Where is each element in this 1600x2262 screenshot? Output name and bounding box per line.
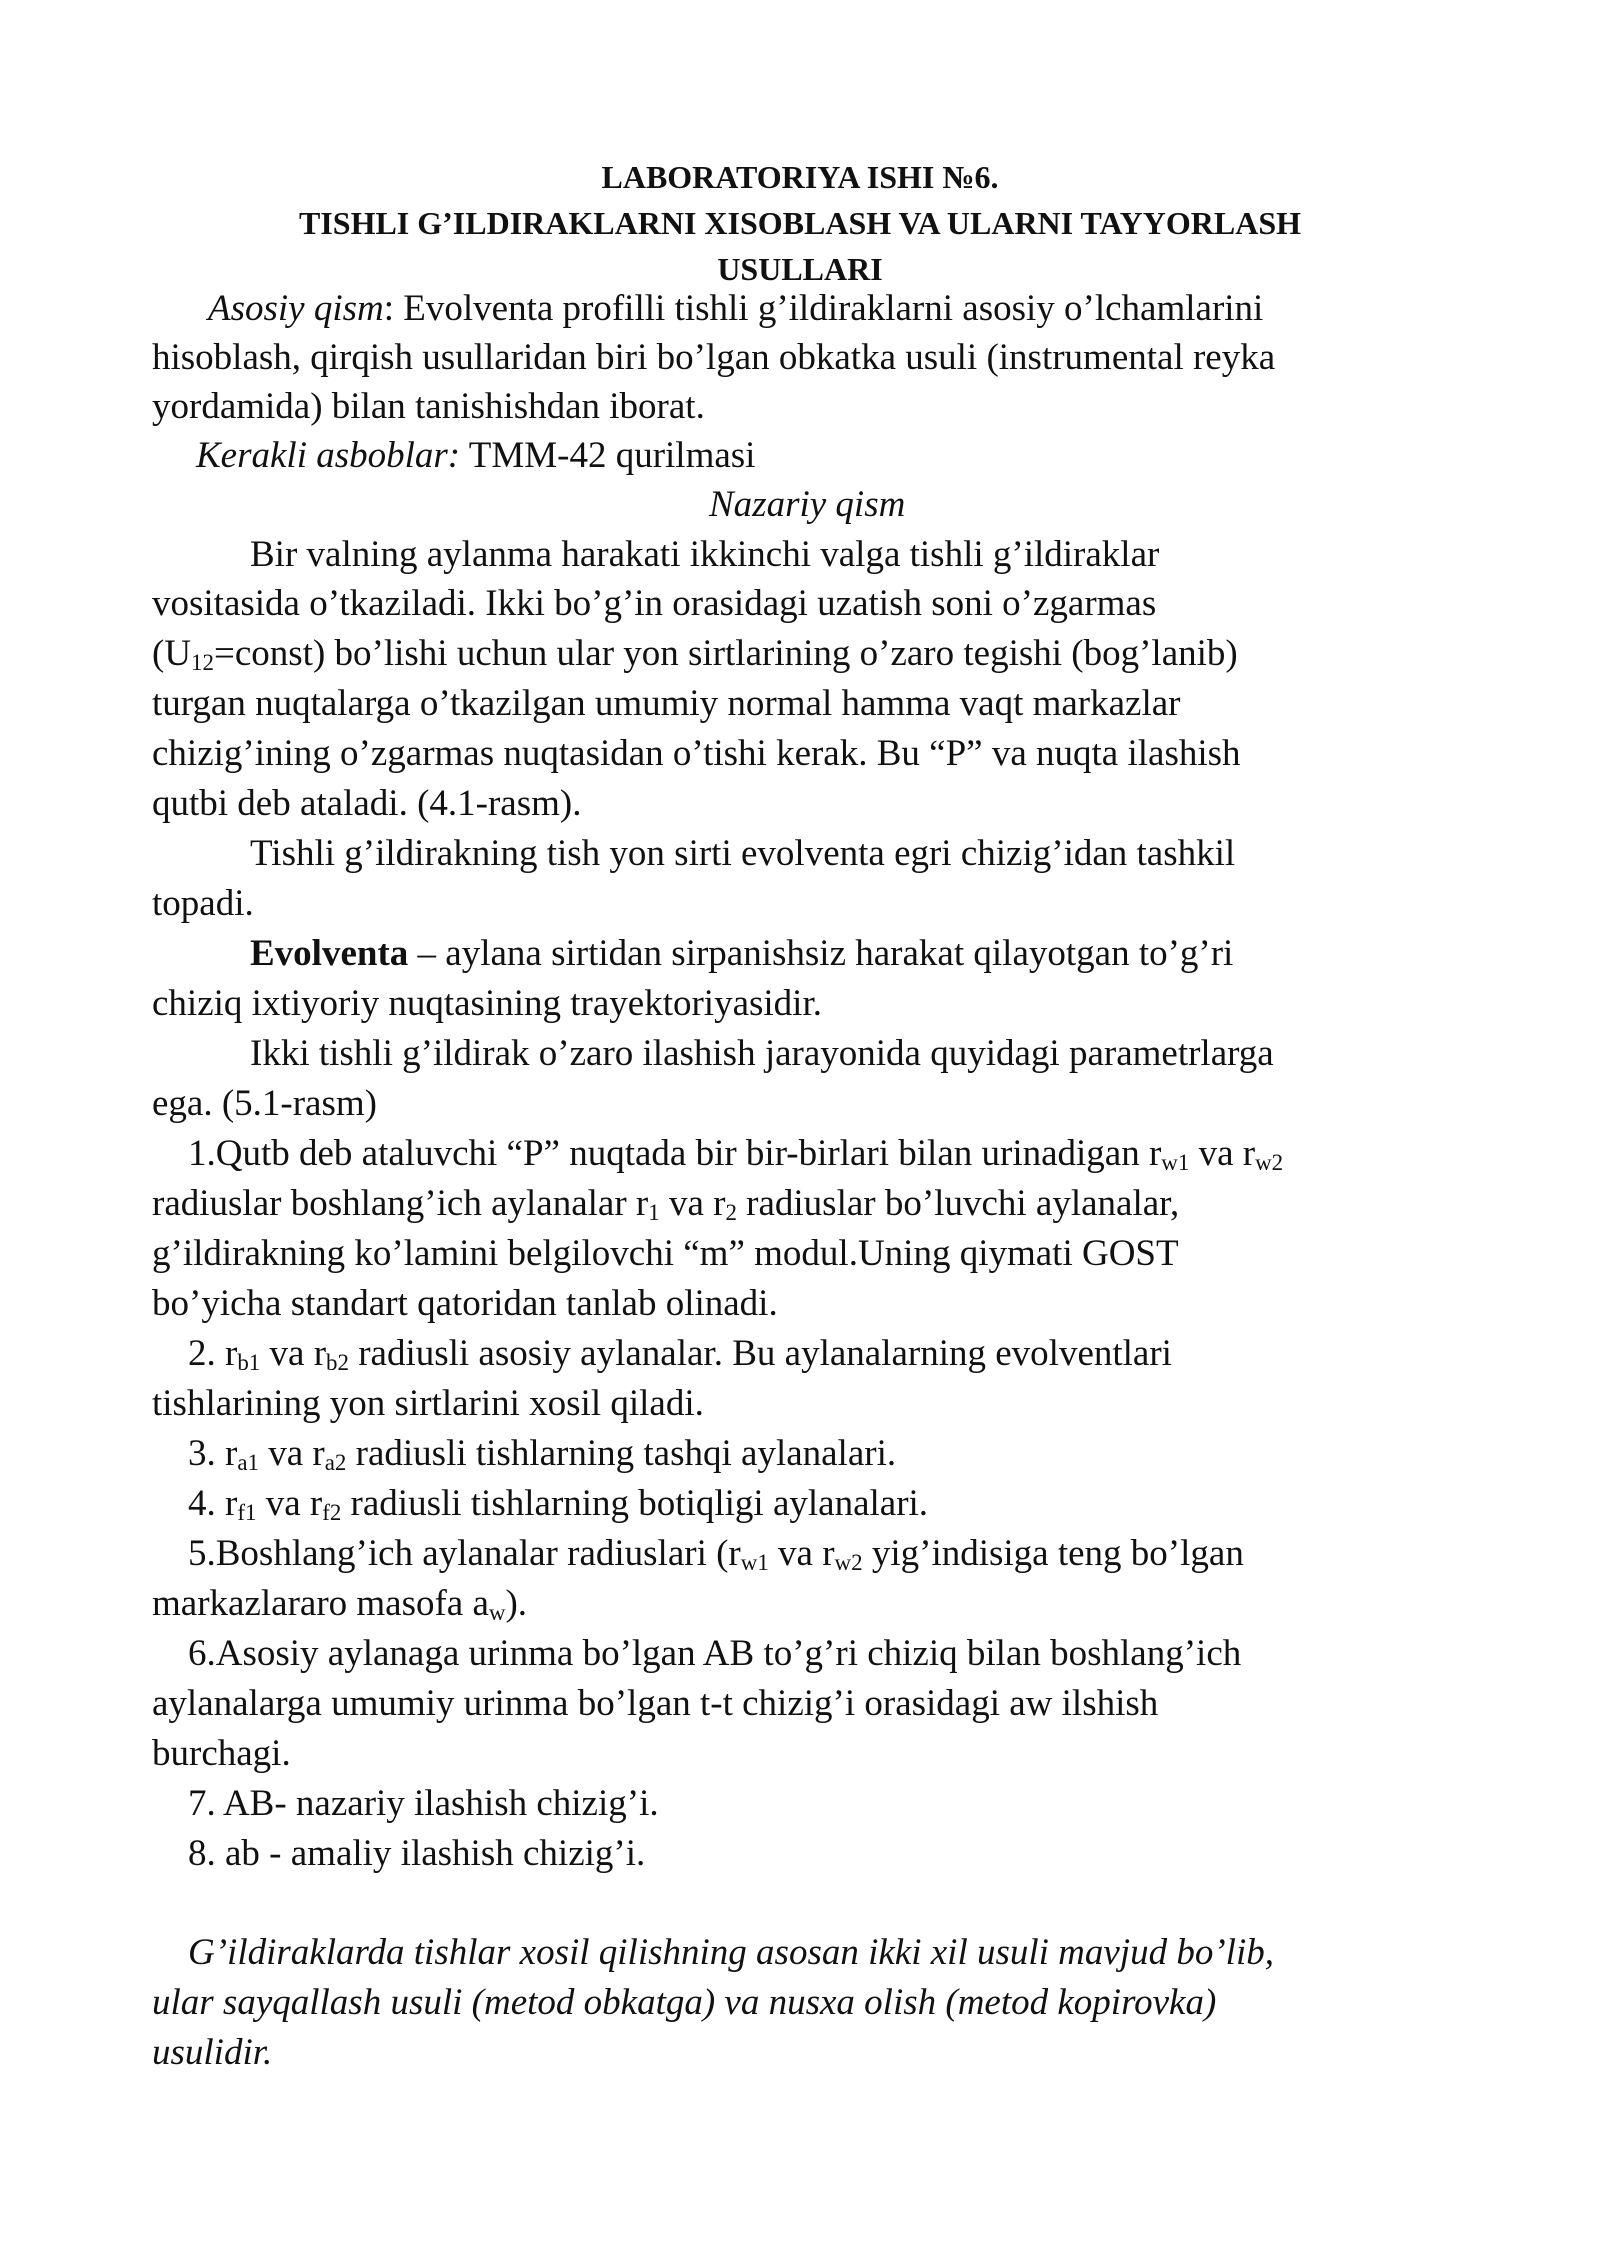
item-2-line-1: 2. $r_{b1}$ va $r_{b2}$ radiusli asosiy aylanalar. Bu aylanalarning evolventlari — [188, 1333, 1172, 1376]
evolventa-term: Evolventa — [250, 933, 409, 974]
p4-line-1: Ikki tishli g’ildirak o’zaro ilashish jarayonida quyidagi parametrlarga — [250, 1033, 1274, 1074]
closing-line-1: G’ildiraklarda tishlar xosil qilishning asosan ikki xil usuli mavjud bo’lib, — [188, 1932, 1274, 1973]
p2-line-1: Tishli g’ildirakning tish yon sirti evolventa egri chizig’idan tashkil — [250, 833, 1236, 874]
asosiy-line-3: yordamida) bilan tanishishdan iborat. — [152, 386, 705, 427]
item-1-line-4: bo’yicha standart qatoridan tanlab olinadi. — [152, 1283, 778, 1324]
closing-line-3: usulidir. — [152, 2032, 273, 2073]
item-1-line-1: 1.Qutb deb ataluvchi “P” nuqtada bir bir-birlari bilan urinadigan $r_{w1}$ va $r_{w2}$ — [188, 1133, 1284, 1176]
heading-line-1: LABORATORIYA ISHI №6. — [601, 159, 999, 195]
closing-line-2: ular sayqallash usuli (metod obkatga) va nusxa olish (metod kopirovka) — [152, 1982, 1217, 2023]
item-1-line-2: radiuslar boshlang’ich aylanalar $r_1$ va $r_2$ radiuslar bo’luvchi aylanalar, — [152, 1183, 1180, 1226]
nazariy-title: Nazariy qism — [709, 484, 906, 525]
asosiy-line-2: hisoblash, qirqish usullaridan biri bo’lgan obkatka usuli (instrumental reyka — [152, 337, 1276, 378]
p1-line-3: $(U_{12}=const)$ bo’lishi uchun ular yon sirtlarining o’zaro tegishi (bog’lanib) — [152, 633, 1238, 676]
p1-line-2: vositasida o’tkaziladi. Ikki bo’g’in orasidagi uzatish soni o’zgarmas — [152, 583, 1157, 624]
heading-line-3: USULLARI — [717, 251, 883, 287]
p1-line-6: qutbi deb ataladi. (4.1-rasm). — [152, 783, 582, 824]
item-6-line-1: 6.Asosiy aylanaga urinma bo’lgan AB to’g’ri chiziq bilan boshlang’ich — [188, 1633, 1242, 1674]
asosiy-line-1: Asosiy qism: Evolventa profilli tishli g’ildiraklarni asosiy o’lchamlarini — [208, 288, 1264, 329]
kerakli-line: Kerakli asboblar: TMM-42 qurilmasi — [196, 435, 756, 476]
item-1-line-3: g’ildirakning ko’lamini belgilovchi “m” modul.Uning qiymati GOST — [152, 1233, 1179, 1274]
item-6-line-3: burchagi. — [152, 1733, 291, 1774]
p3-line-2: chiziq ixtiyoriy nuqtasining trayektoriyasidir. — [152, 983, 822, 1024]
item-4: 4. $r_{f1}$ va $r_{f2}$ radiusli tishlarning botiqligi aylanalari. — [188, 1483, 929, 1526]
item-6-line-2: aylanalarga umumiy urinma bo’lgan t-t chizig’i orasidagi aw ilshish — [152, 1683, 1159, 1724]
item-8: 8. ab - amaliy ilashish chizig’i. — [188, 1833, 646, 1874]
heading-line-2: TISHLI G’ILDIRAKLARNI XISOBLASH VA ULARNI TAYYORLASH — [298, 205, 1302, 241]
item-7: 7. AB- nazariy ilashish chizig’i. — [188, 1783, 659, 1824]
p1-line-4: turgan nuqtalarga o’tkazilgan umumiy normal hamma vaqt markazlar — [152, 683, 1181, 724]
item-5-line-1: 5.Boshlang’ich aylanalar radiuslari ($r_{w1}$ va $r_{w2}$ yig’indisiga teng bo’lgan — [188, 1533, 1244, 1576]
kerakli-label: Kerakli asboblar: — [196, 435, 461, 476]
p3-line-1: Evolventa – aylana sirtidan sirpanishsiz harakat qilayotgan to’g’ri — [250, 933, 1234, 974]
item-3: 3. $r_{a1}$ va $r_{a2}$ radiusli tishlarning tashqi aylanalari. — [188, 1433, 897, 1476]
p1-line-1: Bir valning aylanma harakati ikkinchi valga tishli g’ildiraklar — [250, 534, 1160, 575]
asosiy-label: Asosiy qism — [208, 288, 384, 329]
item-2-line-2: tishlarining yon sirtlarini xosil qiladi. — [152, 1383, 704, 1424]
p4-line-2: ega. (5.1-rasm) — [152, 1083, 377, 1124]
p1-line-5: chizig’ining o’zgarmas nuqtasidan o’tishi kerak. Bu “P” va nuqta ilashish — [152, 733, 1241, 774]
item-5-line-2: markazlararo masofa $a_w$). — [152, 1583, 528, 1626]
p2-line-2: topadi. — [152, 883, 254, 924]
